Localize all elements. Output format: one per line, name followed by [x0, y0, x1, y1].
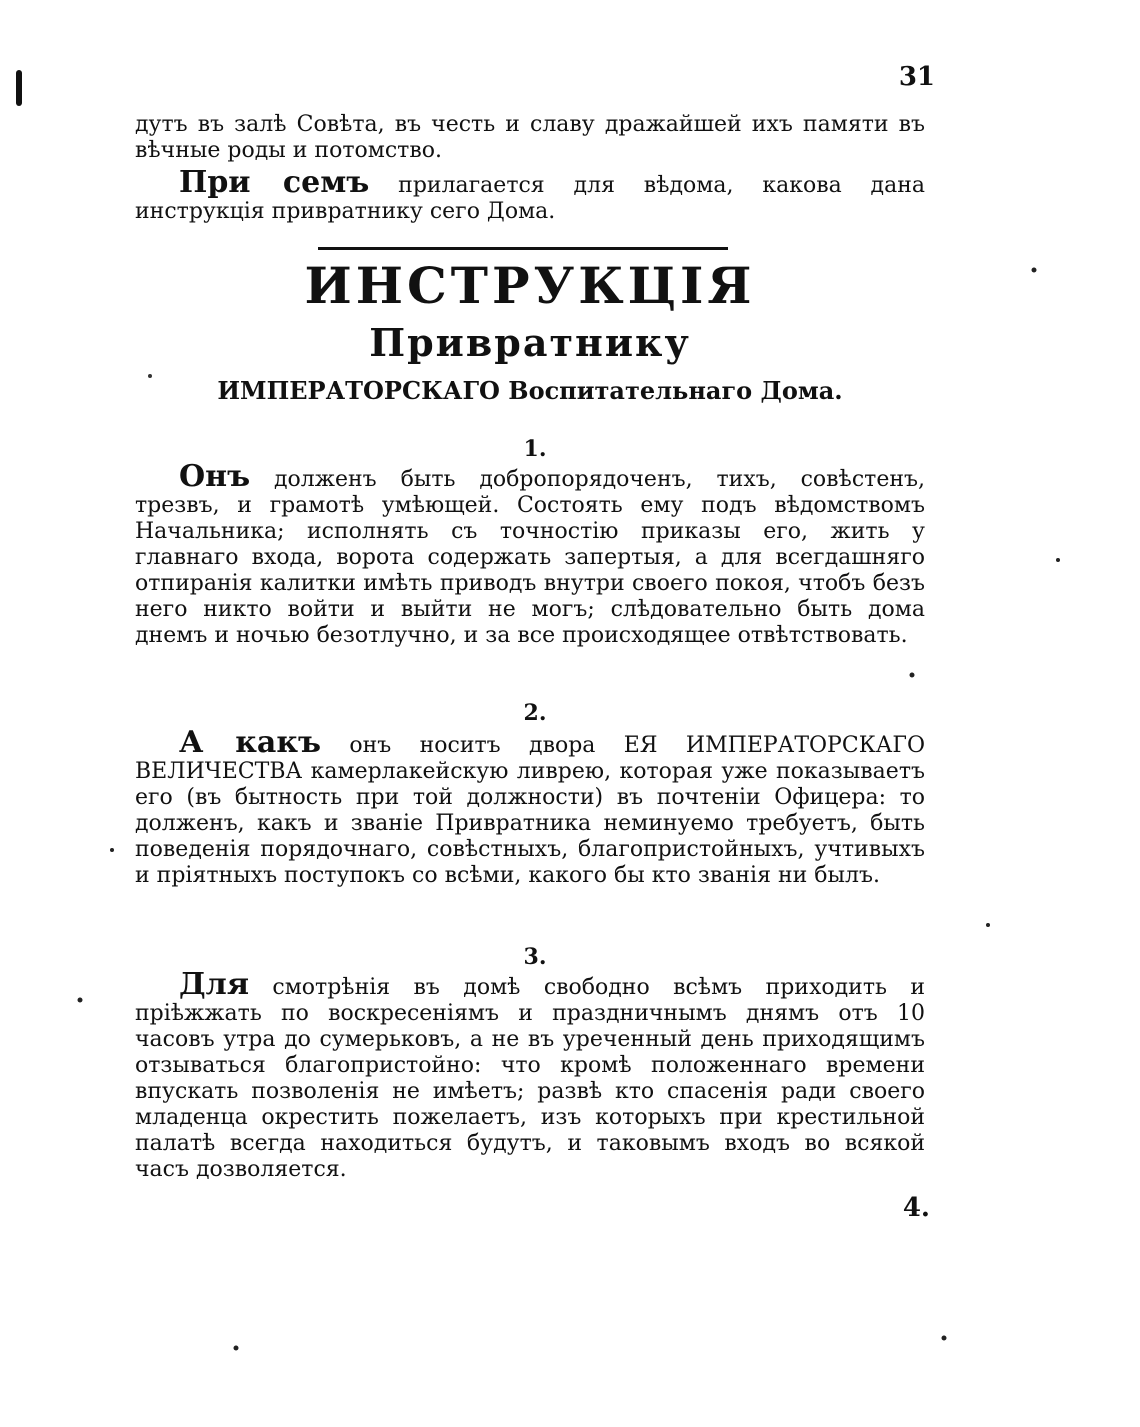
scan-speck	[110, 848, 114, 852]
scan-speck	[234, 1346, 239, 1351]
scan-speck	[1056, 558, 1060, 562]
section-number: 2.	[523, 700, 547, 726]
section-text: долженъ быть добропорядоченъ, тихъ, совѣстенъ, трезвъ, и грамотѣ умѣющей. Состоять ему подъ вѣдомствомъ Начальника; исполнять съ точностію приказы его, жить у главнаго входа, ворота содержать запертыя, а для всегдашняго отпиранія калитки имѣть приводъ внутри своего покоя, чтобъ безъ него никто войти и выйти не могъ; слѣдовательно быть дома днемъ и ночью безотлучно, и за все происходящее отвѣтствовать.	[135, 467, 925, 648]
attachment-text: прилагается для вѣдома, какова дана инструкція привратнику сего Дома.	[135, 173, 925, 224]
section-lead: Для	[179, 967, 249, 1002]
section-text: онъ носитъ двора ЕЯ ИМПЕРАТОРСКАГО ВЕЛИЧЕСТВА камерлакейскую ливрею, которая уже показываетъ его (въ бытность при той должности) въ почтеніи Офицера: то долженъ, какъ и званіе Привратника неминуемо требуетъ, быть поведенія порядочнаго, совѣстныхъ, благопристойныхъ, учтивыхъ и пріятныхъ поступокъ со всѣми, какого бы кто званія ни былъ.	[135, 733, 925, 888]
section-lead: А какъ	[179, 725, 322, 760]
section-number: 3.	[523, 944, 547, 970]
scan-speck	[148, 374, 152, 378]
scan-speck	[78, 998, 83, 1003]
section-lead: Онъ	[179, 459, 251, 494]
catchword: 4.	[902, 1193, 930, 1223]
scan-speck	[910, 673, 915, 678]
scan-speck	[942, 1336, 947, 1341]
document-subtitle-institution: ИМПЕРАТОРСКАГО Воспитательнаго Дома.	[217, 376, 843, 405]
scan-speck	[1032, 268, 1037, 273]
intro-paragraph: дутъ въ залѣ Совѣта, въ честь и славу дражайшей ихъ памяти въ вѣчные роды и потомство.	[135, 112, 925, 163]
scan-speck	[986, 923, 990, 927]
attachment-lead: При семъ	[179, 165, 370, 200]
document-subtitle: Привратнику	[369, 320, 691, 365]
section-number: 1.	[523, 436, 547, 462]
document-title: ИНСТРУКЦІЯ	[304, 256, 756, 315]
section-text: смотрѣнія въ домѣ свободно всѣмъ приходить и пріѣжжать по воскресеніямъ и праздничнымъ днямъ отъ 10 часовъ утра до сумерьковъ, а не въ уреченный день приходящимъ отзываться благопристойно: что кромѣ положеннаго времени впускать позволенія не имѣетъ; развѣ кто спасенія ради своего младенца окрестить пожелаетъ, изъ которыхъ при крестильной палатѣ всегда находиться будутъ, и таковымъ входъ во всякой часъ дозволяется.	[135, 975, 925, 1182]
scan-mark	[16, 70, 22, 106]
page-number: 31	[898, 62, 935, 92]
